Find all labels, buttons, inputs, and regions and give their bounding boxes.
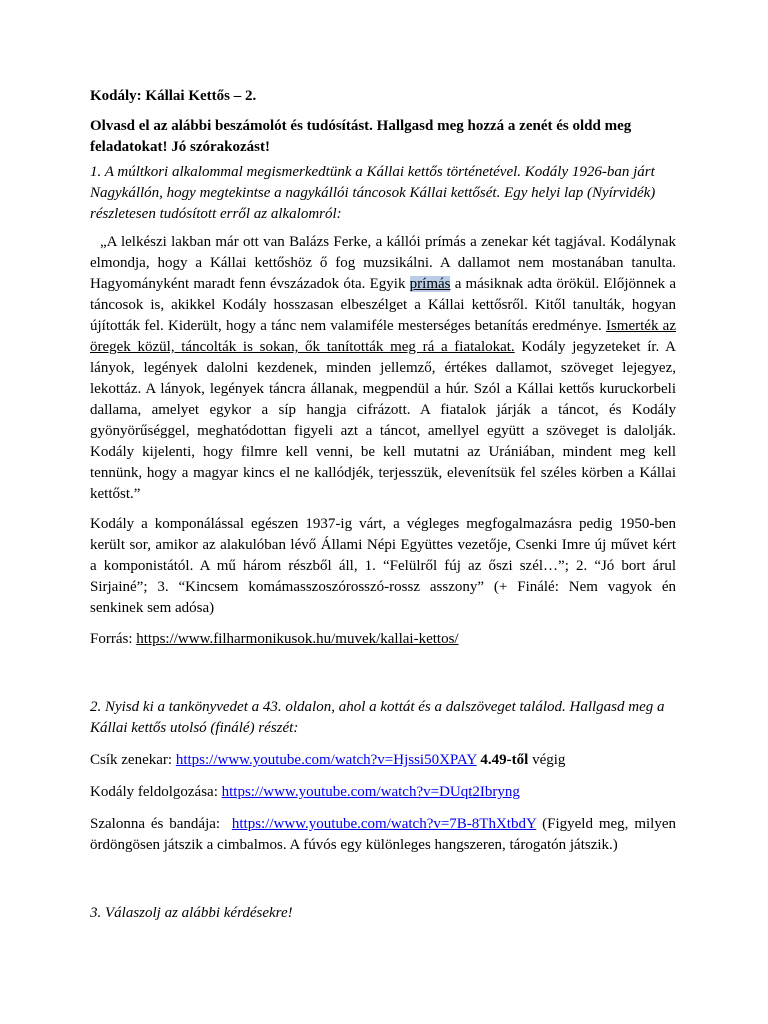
csik-link[interactable]: https://www.youtube.com/watch?v=Hjssi50XPAY <box>175 752 477 768</box>
newspaper-quote <box>90 232 676 505</box>
source-line <box>90 629 676 650</box>
intro-instructions: Olvasd el az alábbi beszámolót és tudósítást. Hallgasd meg hozzá a zenét és oldd meg feladatokat! Jó szórakozást! <box>90 118 632 155</box>
highlighted-word: prímás <box>409 276 451 292</box>
document-body <box>90 86 676 924</box>
source-label: Forrás: <box>90 631 133 647</box>
szalonna-row <box>90 814 676 856</box>
szalonna-label: Szalonna és bandája: <box>90 816 221 832</box>
kodaly-label: Kodály feldolgozása: <box>90 784 218 800</box>
szalonna-note: (Figyeld meg, milyen ördöngösen játszik a cimbalmos. A fúvós egy különleges hangszeren, tárogatón játszik.) <box>90 816 676 853</box>
kodaly-link[interactable]: https://www.youtube.com/watch?v=DUqt2Ibryng <box>221 784 520 800</box>
quote-part-c: Kodály jegyzeteket ír. A lányok, legények dalolni kezdenek, minden jellemző, értékes dallamot, szöveget lejegyez, lekottáz. A lányok, legények táncra állanak, megpendül a húr. Szól a Kállai kettős kuruckorbeli dallama, amelyet egykor a síp hangja cifrázott. A fiatalok járják a táncot, és Kodály gyönyörűséggel, meghatódottan figyeli azt a táncot, amellyel együtt a szöveget is dalolják. Kodály kijelenti, hogy filmre kell venni, be kell mutatni az Urániában, mindent meg kell tennünk, hogy a magyar kincs el ne kallódjék, terjesszük, elevenítsük fel széles körben a Kállai kettőst.” <box>90 339 676 502</box>
underlined-sentence: Ismerték az öregek közül, táncolták is sokan, ők tanították meg rá a fiatalokat. <box>90 318 676 355</box>
csik-row <box>90 750 676 771</box>
quote-part-a: „A lelkészi lakban már ott van Balázs Ferke, a kállói prímás a zenekar két tagjával. Kodálynak elmondja, hogy a Kállai kettőshöz ő fog muzsikálni. A dallamot nem mostanában tanulta. Hagyományként maradt fenn évszázadok óta. Egyik <box>90 234 676 292</box>
section-2-heading: 2. Nyisd ki a tankönyvedet a 43. oldalon, ahol a kottát és a dalszöveget találod. Hallgasd meg a Kállai kettős utolsó (finálé) részét: <box>90 699 665 736</box>
source-link[interactable]: https://www.filharmonikusok.hu/muvek/kallai-kettos/ <box>136 631 459 647</box>
csik-label: Csík zenekar: <box>90 752 173 768</box>
section-1-heading: 1. A múltkori alkalommal megismerkedtünk a Kállai kettős történetével. Kodály 1926-ban járt Nagykállón, hogy megtekintse a nagykállói táncosok Kállai kettősét. Egy helyi lap (Nyírvidék) részletesen tudósított erről az alkalomról: <box>90 164 656 222</box>
composition-paragraph: Kodály a komponálással egészen 1937-ig várt, a végleges megfogalmazásra pedig 1950-ben került sor, amikor az alakulóban lévő Állami Népi Együttes vezetője, Csenki Imre új művet kért a komponistától. A mű három részből áll, 1. “Felülről fúj az őszi szél…”; 2. “Jó bort árul Sirjainé”; 3. “Kincsem komámasszoszórosszó-rossz asszony” (+ Finálé: Nem vagyok én senkinek sem adósa) <box>90 516 676 616</box>
quote-part-b: a másiknak adta örökül. Előjönnek a táncosok is, akikkel Kodály hosszasan elbeszélget a Kállai kettősről. Kitől tanulták, hogyan újították fel. Kiderült, hogy a tánc nem valamiféle mesterséges betanítás eredménye. <box>90 276 677 334</box>
csik-time: 4.49-től <box>480 752 529 768</box>
csik-end: végig <box>532 752 566 768</box>
kodaly-row <box>90 782 676 803</box>
document-title: Kodály: Kállai Kettős – 2. <box>90 88 257 104</box>
szalonna-link[interactable]: https://www.youtube.com/watch?v=7B-8ThXtbdY <box>231 816 537 832</box>
section-3-heading: 3. Válaszolj az alábbi kérdésekre! <box>90 905 293 921</box>
